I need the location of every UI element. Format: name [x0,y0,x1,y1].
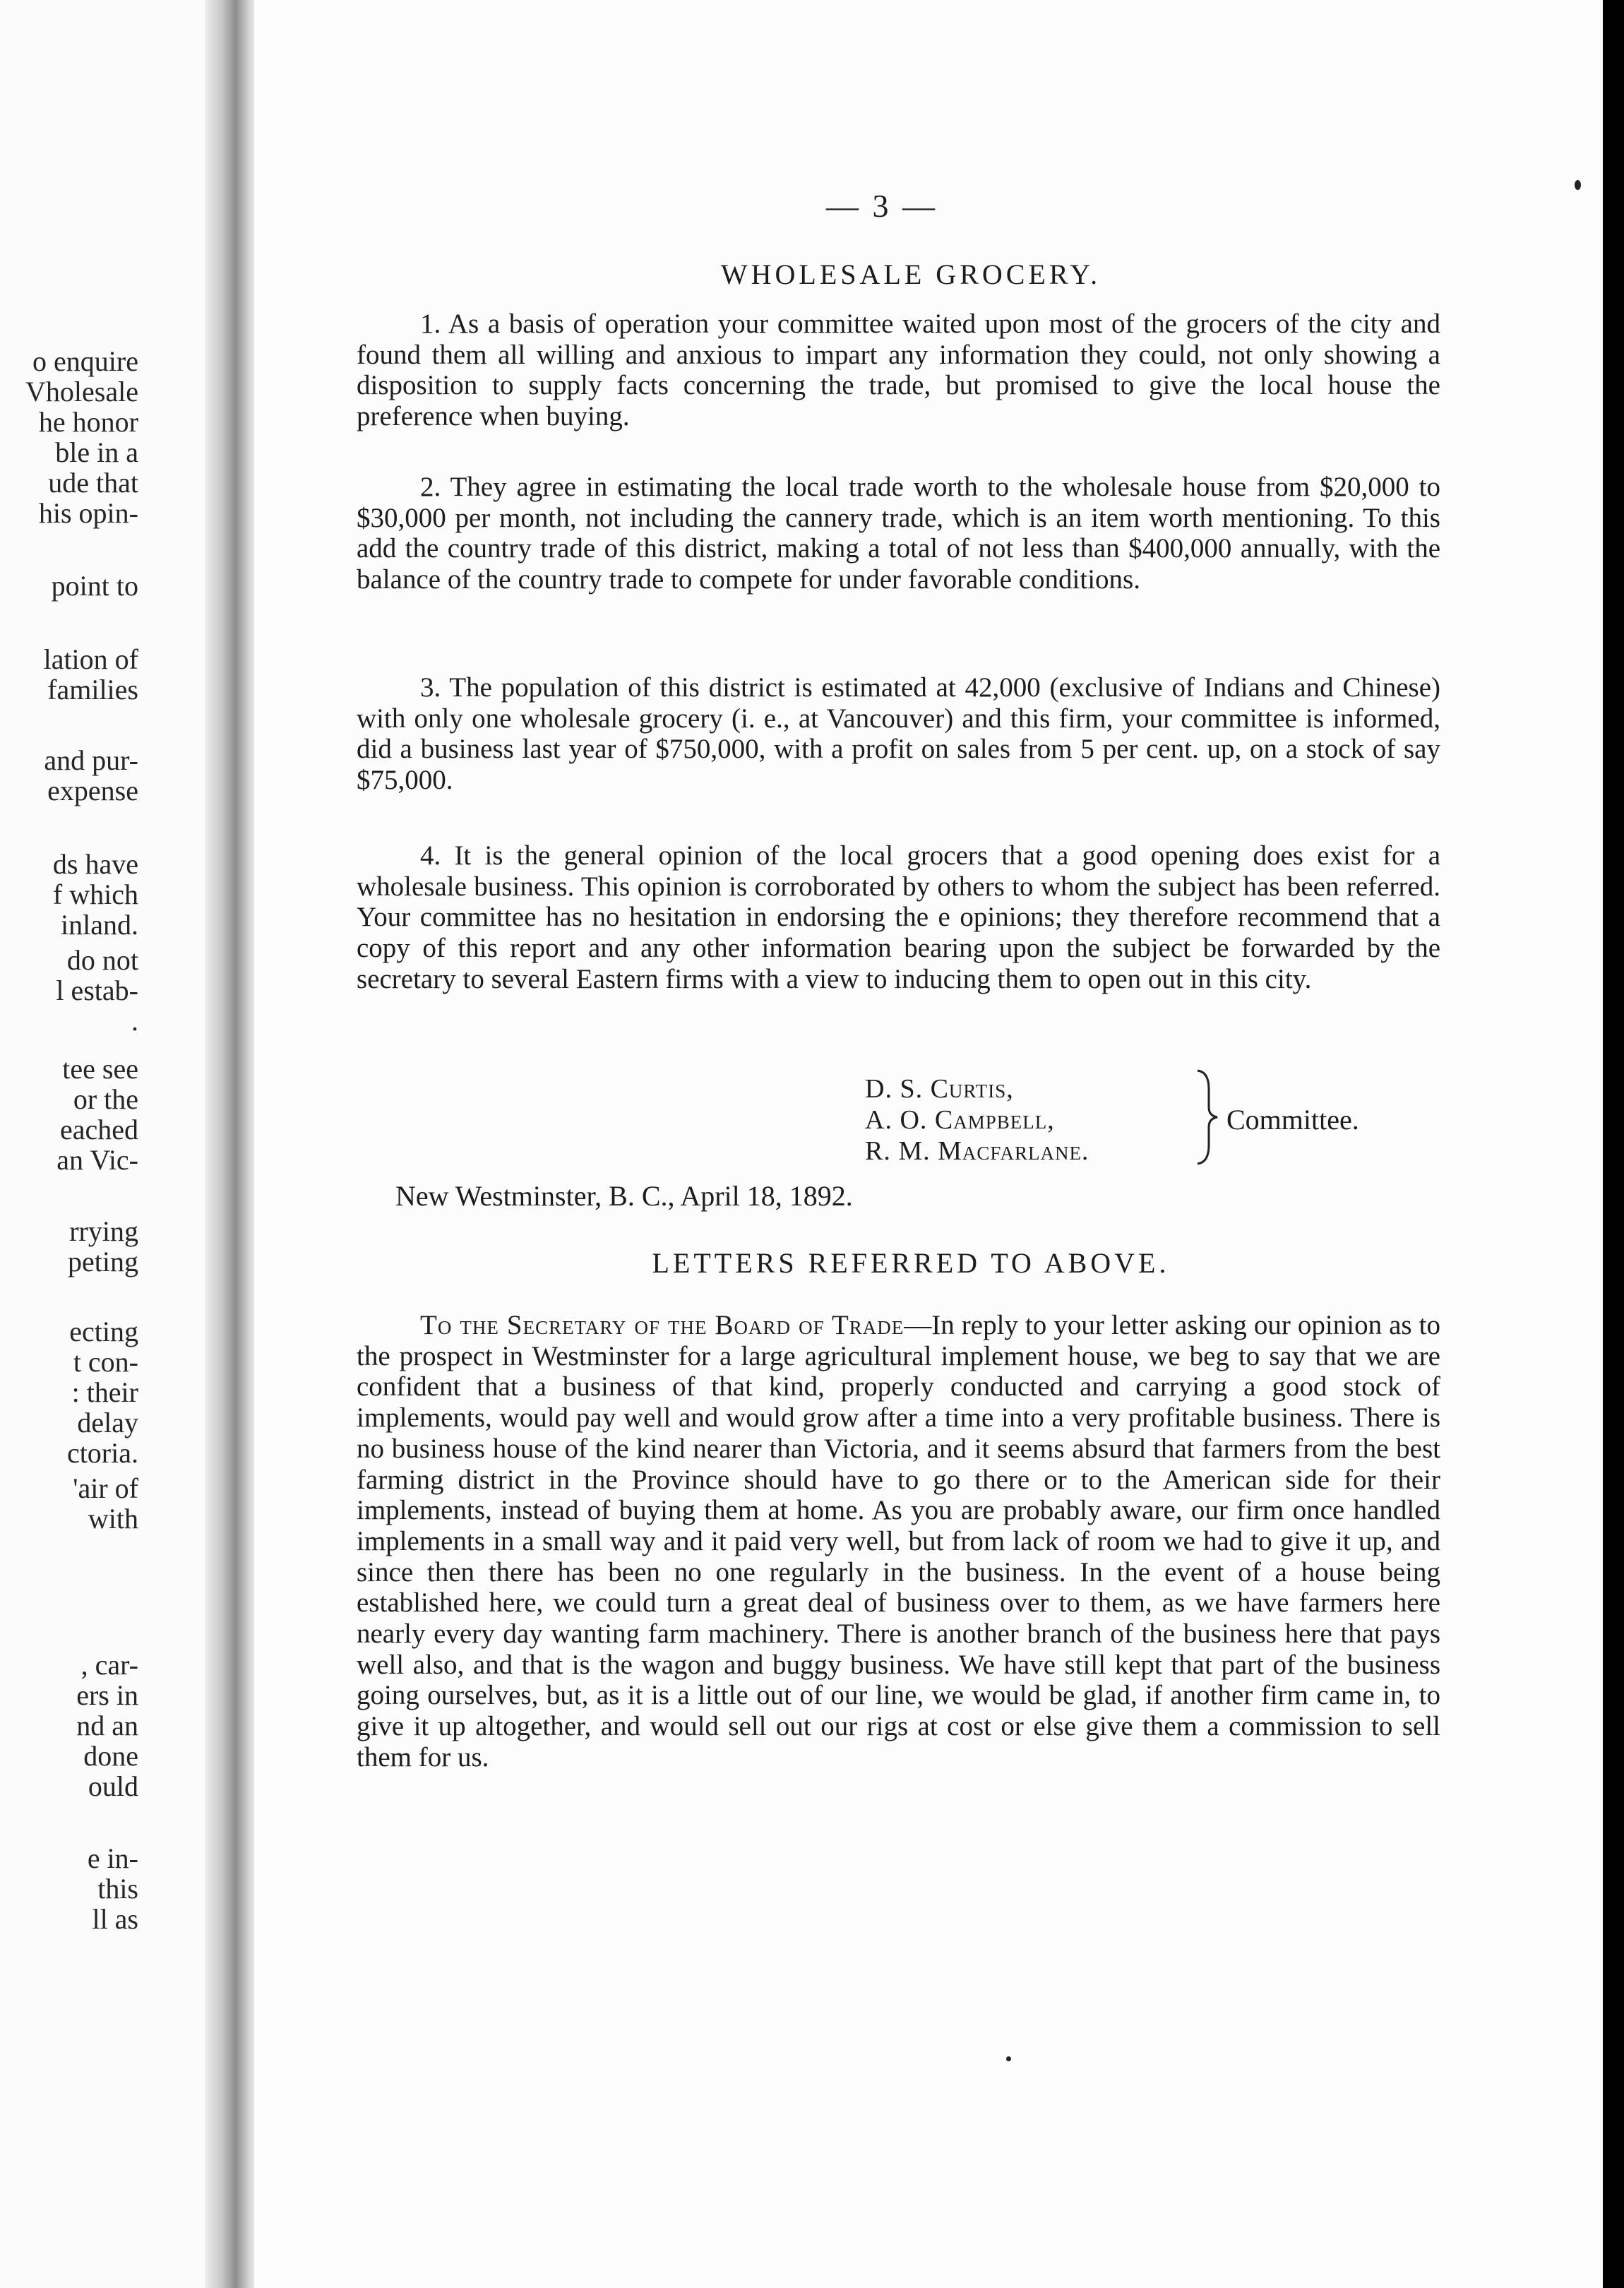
section-heading-wholesale-grocery: WHOLESALE GROCERY. [720,258,1101,290]
left-page-fragment: he honor [38,406,138,438]
left-page-fragment: or the [73,1083,138,1115]
paragraph-3: 3. The population of this district is estimated at 42,000 (exclusive of Indians and Chinese) with only one wholesale grocery (i. e., at Vancouver) and this firm, your committee is informed, did a business last year of $750,000, with a profit on sales from 5 per cent. up, on a stock of say $75,000. [357,672,1440,796]
left-page-fragment: peting [68,1246,138,1277]
left-page-fragment: expense [47,775,138,806]
left-page-fragment: eached [59,1114,138,1145]
signer-name: D. S. Curtis, [865,1074,1014,1104]
left-page-fragment: 'air of [73,1472,138,1504]
left-page-fragment: , car- [80,1649,138,1681]
left-page-fragment: ds have [52,848,138,880]
paragraph-1: 1. As a basis of operation your committee waited upon most of the grocers of the city and found them all willing and anxious to impart any information they could, not only showing a disposition to supply facts concerning the trade, but promised to give the local house the preference when buying. [357,309,1440,432]
left-page-fragment: done [83,1740,138,1772]
paragraph-2: 2. They agree in estimating the local trade worth to the wholesale house from $20,000 to $30,000 per month, not including the cannery trade, which is an item worth mentioning. To this add the country trade of this district, making a total of not less than $400,000 annually, with the balance of the country trade to compete for under favorable conditions. [357,472,1440,595]
section-heading-letters: LETTERS REFERRED TO ABOVE. [652,1247,1170,1279]
page-edge [1603,0,1624,2288]
left-page-fragment: do not [66,944,138,976]
paragraph-4: 4. It is the general opinion of the local grocers that a good opening does exist for a wholesale business. This opinion is corroborated by others to whom the subject has been referred. Your committee has no hesitation in endorsing the e opinions; they therefore recommend that a copy of this report and any other information bearing upon the subject be forwarded by the secretary to several Eastern firms with a view to inducing them to open out in this city. [357,840,1440,994]
page-number: — 3 — [826,188,938,224]
left-page-fragment: delay [77,1407,138,1438]
left-page-fragment: . [131,1005,138,1037]
left-page-fragment: t con- [73,1346,138,1378]
left-page-fragment: an Vic- [56,1144,138,1176]
left-page-fragment: this [97,1873,138,1905]
left-page-fragment: inland. [61,909,138,941]
brace-icon [1193,1068,1222,1167]
left-page-fragment: point to [51,570,138,602]
left-page-fragment: ude that [48,467,138,499]
left-page-fragment: f which [52,878,138,910]
print-speck [1575,180,1581,190]
left-page-fragment: ers in [76,1679,138,1711]
print-speck [1006,2056,1011,2061]
left-page-fragment: nd an [76,1710,138,1741]
left-page-fragment: tee see [62,1053,138,1085]
book-gutter [205,0,261,2288]
letter-text: —In reply to your letter asking our opinion as to the prospect in Westminster for a large agricultural implement house, we beg to say that we are confident that a business of that kind, properly conducted and carrying a good stock of implements, would pay well and would grow after a time into a very profitable business. There is no business house of the kind nearer than Victoria, and it seems absurd that farmers from the best farming district in the Province should have to go there or to the American side for their implements, instead of buying them at home. As you are probably aware, our firm once handled implements in a small way and it paid very well, but from lack of room we had to give it up, and since then there has been no one regularly in the business. In the event of a house being established here, we could turn a great deal of business over to them, as we have farmers here nearly every day wanting farm machinery. There is another branch of the business here that pays well also, and that is the wagon and buggy business. We have still kept that part of the business going ourselves, but, as it is a little out of our line, we would be glad, if another firm came in, to give it up altogether, and would sell out our rigs at cost or else give them a commission to sell them for us. [357,1310,1440,1772]
left-page-fragment: l estab- [56,975,138,1006]
committee-label: Committee. [1226,1104,1359,1136]
left-page-fragment: with [88,1503,138,1535]
left-page-fragment: o enquire [32,345,138,377]
left-page-fragment: ctoria. [66,1437,138,1469]
left-page-fragment: lation of [43,643,138,675]
left-page-fragment: ll as [92,1903,138,1935]
signer-name: R. M. Macfarlane. [865,1136,1089,1166]
left-page-fragment: ble in a [55,436,138,468]
letter-body [357,1310,1440,1773]
letter-salutation: To the Secretary of the Board of Trade [420,1310,904,1340]
left-page-text-fragments [0,0,220,2288]
left-page-fragment: his opin- [38,497,138,529]
left-page-fragment: ecting [69,1316,138,1347]
committee-signers [865,1073,1089,1167]
left-page-fragment: e in- [87,1842,138,1874]
dateline: New Westminster, B. C., April 18, 1892. [395,1180,853,1212]
signer-name: A. O. Campbell, [865,1105,1055,1135]
left-page-fragment: ould [88,1770,138,1802]
left-page-fragment: rrying [69,1215,138,1247]
left-page-fragment: Vholesale [25,376,138,407]
left-page-fragment: and pur- [44,744,138,776]
left-page-fragment: : their [71,1376,138,1408]
left-page-fragment: families [47,674,138,705]
